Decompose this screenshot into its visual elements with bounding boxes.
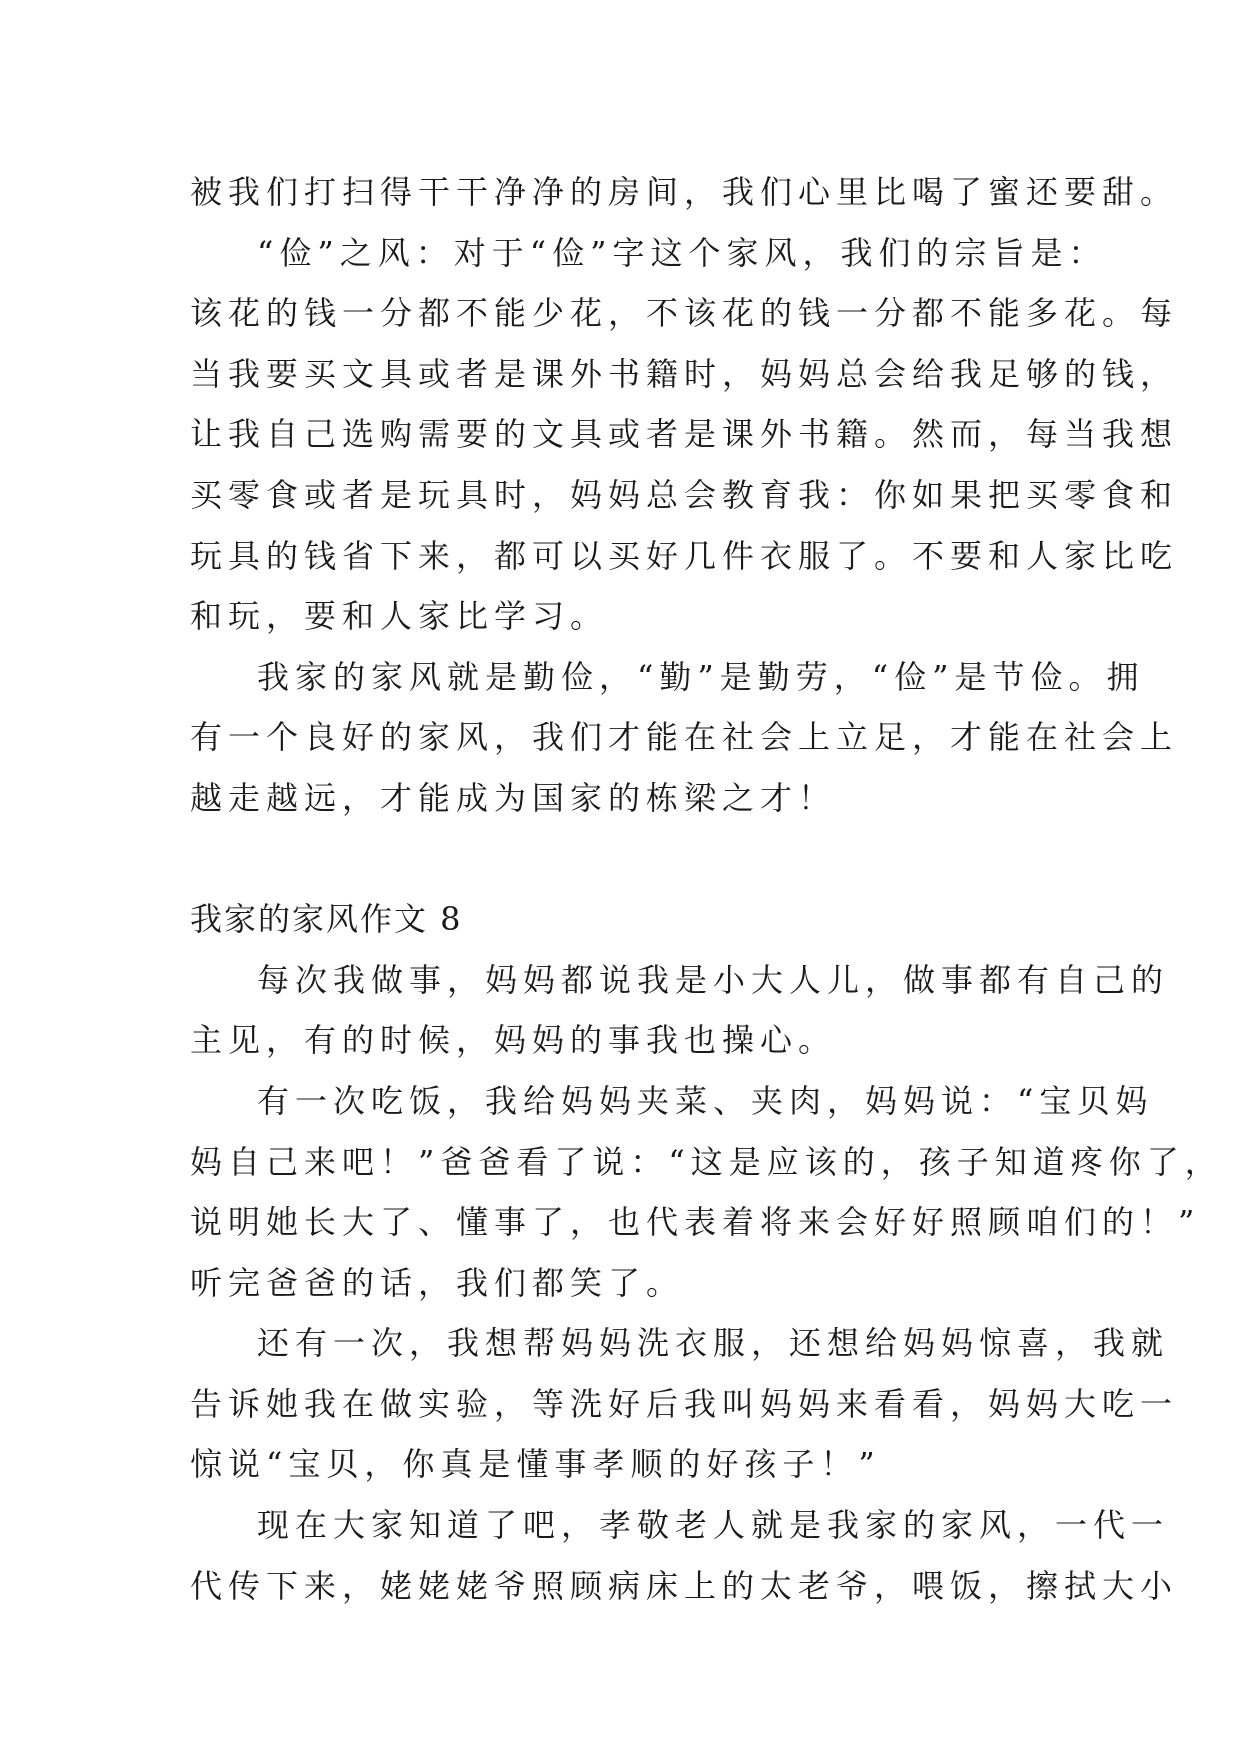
text-line: 当我要买文具或者是课外书籍时，妈妈总会给我足够的钱， — [190, 354, 1179, 393]
text-line: 玩具的钱省下来，都可以买好几件衣服了。不要和人家比吃 — [190, 536, 1179, 575]
paragraph-gap — [190, 829, 1070, 890]
text-line: 现在大家知道了吧，孝敬老人就是我家的家风，一代一 — [257, 1506, 1170, 1545]
text-line: 买零食或者是玩具时，妈妈总会教育我：你如果把买零食和 — [190, 475, 1179, 514]
text-line: 该花的钱一分都不能少花，不该花的钱一分都不能多花。每 — [190, 294, 1179, 333]
text-line: 说明她长大了、懂事了，也代表着将来会好好照顾咱们的！” — [190, 1203, 1201, 1242]
text-line: 告诉她我在做实验，等洗好后我叫妈妈来看看，妈妈大吃一 — [190, 1384, 1179, 1423]
text-line: 听完爸爸的话，我们都笑了。 — [190, 1263, 685, 1302]
text-line: 被我们打扫得干干净净的房间，我们心里比喝了蜜还要甜。 — [190, 173, 1179, 211]
text-line: 我家的家风就是勤俭，“勤”是勤劳，“俭”是节俭。拥 — [257, 657, 1145, 696]
section-title: 我家的家风作文 8 — [190, 900, 463, 939]
text-line: 代传下来，姥姥姥爷照顾病床上的太老爷，喂饭，擦拭大小 — [190, 1566, 1179, 1605]
text-line: 每次我做事，妈妈都说我是小大人儿，做事都有自己的 — [257, 960, 1170, 999]
text-line: 让我自己选购需要的文具或者是课外书籍。然而，每当我想 — [190, 415, 1179, 454]
text-line: 越走越远，才能成为国家的栋梁之才！ — [190, 778, 837, 817]
text-line: 惊说“宝贝，你真是懂事孝顺的好孩子！” — [190, 1445, 881, 1484]
document-page — [190, 162, 1223, 1616]
text-line: “俭”之风：对于“俭”字这个家风，我们的宗旨是： — [257, 233, 1107, 272]
text-line: 主见，有的时候，妈妈的事我也操心。 — [190, 1021, 837, 1060]
text-line: 有一次吃饭，我给妈妈夹菜、夹肉，妈妈说：“宝贝妈 — [257, 1081, 1154, 1120]
text-line: 和玩，要和人家比学习。 — [190, 597, 609, 636]
text-line: 还有一次，我想帮妈妈洗衣服，还想给妈妈惊喜，我就 — [257, 1324, 1170, 1363]
text-line: 妈自己来吧！”爸爸看了说：“这是应该的，孩子知道疼你了， — [190, 1142, 1223, 1181]
text-line: 有一个良好的家风，我们才能在社会上立足，才能在社会上 — [190, 718, 1179, 757]
